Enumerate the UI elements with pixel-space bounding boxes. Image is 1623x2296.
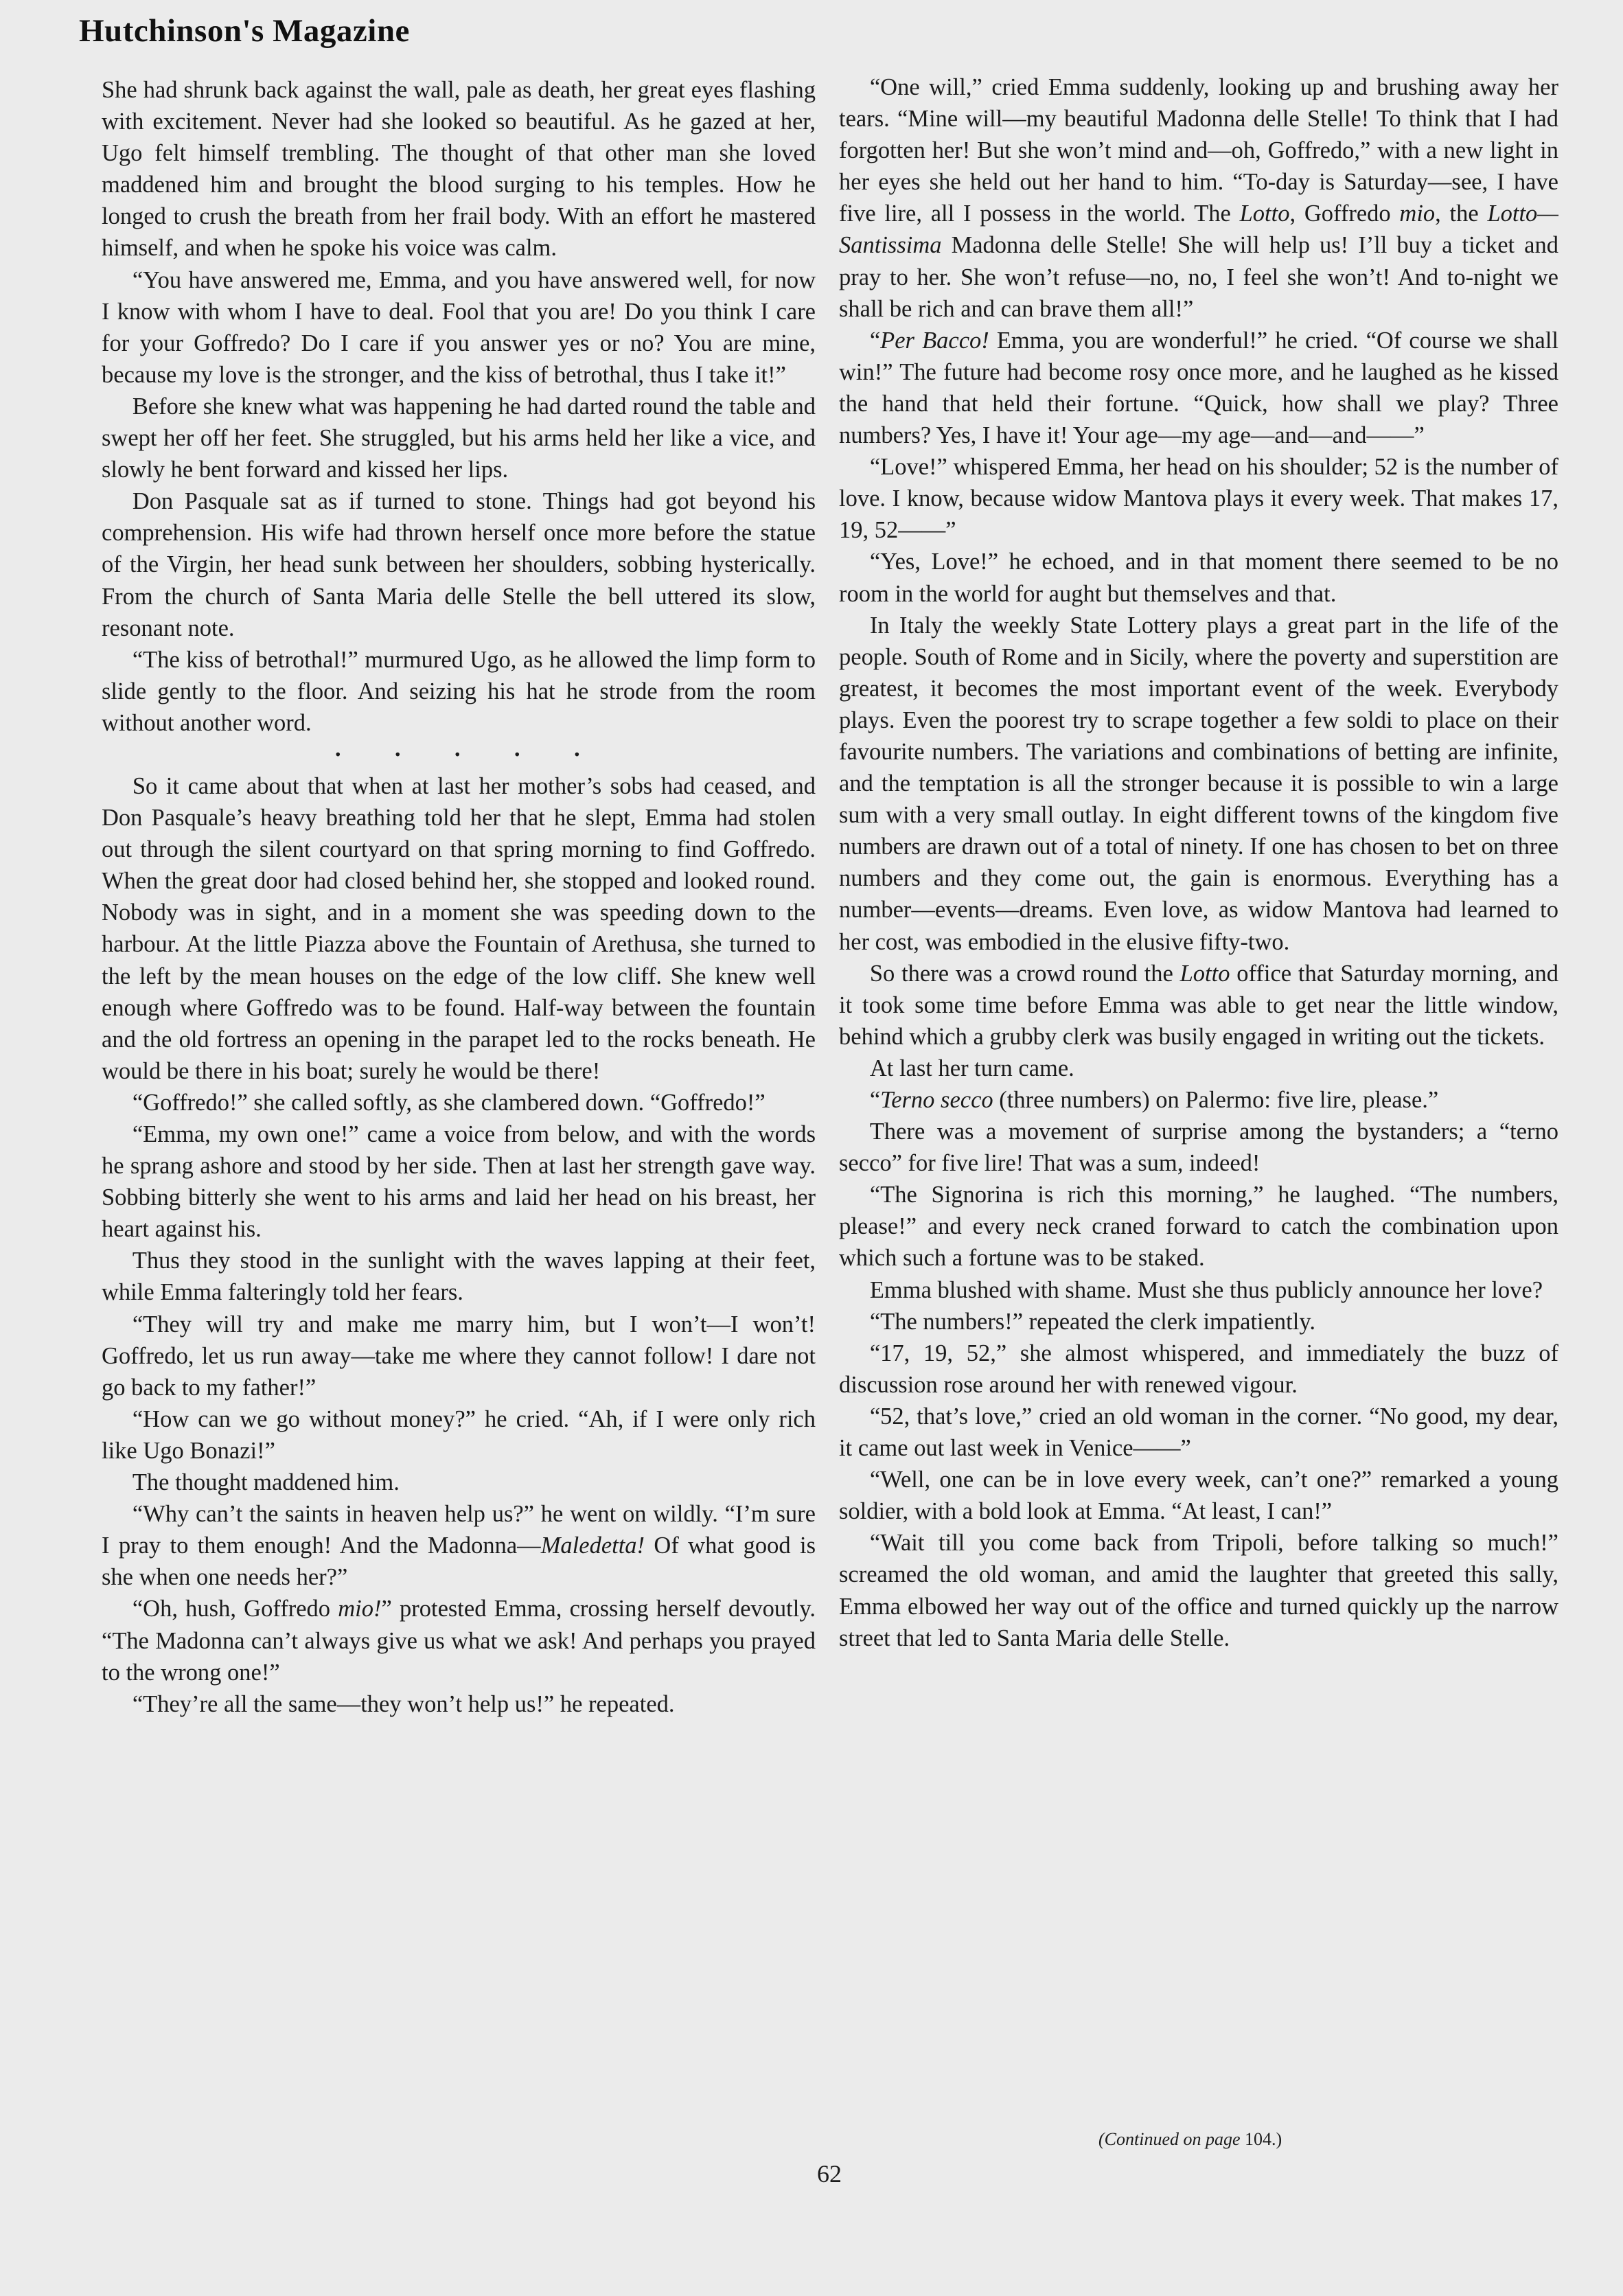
paragraph: “Well, one can be in love every week, can’t one?” remarked a young soldier, with a bold look at Emma. “At least, I can!” xyxy=(839,1467,1558,1525)
paragraph: The thought maddened him. xyxy=(132,1469,400,1496)
paragraph: So it came about that when at last her mother’s sobs had ceased, and Don Pasquale’s heavy breathing told her that he slept, Emma had stolen out through the silent courtyard on that spring morning to find Goffredo. When the great door had closed behind her, she stopped and looked round. Nobody was in sight, and in a moment she was speeding down to the harbour. At the little Piazza above the Fountain of Arethusa, she turned to the left by the mean houses on the edge of the low cliff. She knew well enough where Goffredo was to be found. Half-way between the fountain and the old fortress an opening in the parapet led to the rocks beneath. He would be there in his boat; surely he would be there! xyxy=(102,772,816,1084)
paragraph: “The Signorina is rich this morning,” he laughed. “The numbers, please!” and every neck craned forward to catch the combination upon which such a fortune was to be staked. xyxy=(839,1182,1558,1272)
section-break: · · · · · xyxy=(334,741,584,768)
paragraph: “Love!” whispered Emma, her head on his shoulder; 52 is the number of love. I know, because widow Mantova plays it every week. That makes 17, 19, 52——” xyxy=(839,454,1558,544)
continued-note: (Continued on page 104.) xyxy=(1098,2129,1282,2149)
paragraph: Emma blushed with shame. Must she thus publicly announce her love? xyxy=(869,1276,1543,1303)
right-column xyxy=(839,71,1558,1654)
paragraph: Don Pasquale sat as if turned to stone. Things had got beyond his comprehension. His wife had thrown herself once more before the statue of the Virgin, her head sunk between her shoulders, sobbing hysterically. From the church of Santa Maria delle Stelle the bell uttered its slow, resonant note. xyxy=(102,488,816,641)
paragraph: “Why can’t the saints in heaven help us?” he went on wildly. “I’m sure I pray to them enough! And the Madonna—Maledetta! Of what good is she when one needs her?” xyxy=(102,1501,816,1591)
paragraph: Before she knew what was happening he had darted round the table and swept her off her feet. She struggled, but his arms held her like a vice, and slowly he bent forward and kissed her lips. xyxy=(102,393,816,483)
paragraph: There was a movement of surprise among the bystanders; a “terno secco” for five lire! That was a sum, indeed! xyxy=(839,1118,1558,1177)
page-number: 62 xyxy=(817,2160,842,2188)
paragraph: “Per Bacco! Emma, you are wonderful!” he cried. “Of course we shall win!” The future had become rosy once more, and he laughed as he kissed the hand that held their fortune. “Quick, how shall we play? Three numbers? Yes, I have it! Your age—my age—and—and——” xyxy=(839,327,1558,449)
paragraph: “The numbers!” repeated the clerk impatiently. xyxy=(869,1308,1315,1335)
paragraph: “Terno secco (three numbers) on Palermo: five lire, please.” xyxy=(869,1087,1439,1113)
paragraph: “52, that’s love,” cried an old woman in the corner. “No good, my dear, it came out last week in Venice——” xyxy=(839,1403,1558,1462)
paragraph: “You have answered me, Emma, and you have answered well, for now I know with whom I have to deal. Fool that you are! Do you think I care for your Goffredo? Do I care if you answer yes or no? You are mine, because my love is the stronger, and the kiss of betrothal, thus I take it!” xyxy=(102,266,816,388)
paragraph: “17, 19, 52,” she almost whispered, and immediately the buzz of discussion rose around her with renewed vigour. xyxy=(839,1340,1558,1398)
paragraph: “Goffredo!” she called softly, as she clambered down. “Goffredo!” xyxy=(132,1089,766,1116)
left-column xyxy=(102,74,816,1720)
paragraph: “They will try and make me marry him, but I won’t—I won’t! Goffredo, let us run away—take me where they cannot follow! I dare not go back to my father!” xyxy=(102,1311,816,1401)
paragraph: “The kiss of betrothal!” murmured Ugo, as he allowed the limp form to slide gently to the floor. And seizing his hat he strode from the room without another word. xyxy=(102,646,816,736)
magazine-title: Hutchinson's Magazine xyxy=(79,13,410,49)
paragraph: In Italy the weekly State Lottery plays a great part in the life of the people. South of Rome and in Sicily, where the poverty and superstition are greatest, it becomes the most important event of the week. Everybody plays. Even the poorest try to scrape together a few soldi to place on their favourite numbers. The variations and combinations of betting are infinite, and the temptation is all the stronger because it is possible to win a large sum with a very small outlay. In eight different towns of the kingdom five numbers are drawn out of a total of ninety. If one has chosen to bet on three numbers and they come out, the gain is enormous. Everything has a number—events—dreams. Even love, as widow Mantova had learned to her cost, was embodied in the elusive fifty-two. xyxy=(839,612,1558,955)
paragraph: “How can we go without money?” he cried. “Ah, if I were only rich like Ugo Bonazi!” xyxy=(102,1405,816,1464)
paragraph: “Yes, Love!” he echoed, and in that moment there seemed to be no room in the world for aught but themselves and that. xyxy=(839,549,1558,607)
paragraph: Thus they stood in the sunlight with the waves lapping at their feet, while Emma falteringly told her fears. xyxy=(102,1248,816,1306)
paragraph: “They’re all the same—they won’t help us!” he repeated. xyxy=(132,1690,675,1717)
paragraph: “Wait till you come back from Tripoli, before talking so much!” screamed the old woman, and amid the laughter that greeted this sally, Emma elbowed her way out of the office and turned quickly up the narrow street that led to Santa Maria delle Stelle. xyxy=(839,1530,1558,1651)
paragraph: “One will,” cried Emma suddenly, looking up and brushing away her tears. “Mine will—my beautiful Madonna delle Stelle! To think that I had forgotten her! But she won’t mind and—oh, Goffredo,” with a new light in her eyes she held out her hand to him. “To-day is Saturday—see, I have five lire, all I possess in the world. The Lotto, Goffredo mio, the Lotto—Santissima Madonna delle Stelle! She will help us! I’ll buy a ticket and pray to her. She won’t refuse—no, no, I feel she won’t! And to-night we shall be rich and can brave them all!” xyxy=(839,74,1558,322)
paragraph: She had shrunk back against the wall, pale as death, her great eyes flashing with excitement. Never had she looked so beautiful. As he gazed at her, Ugo felt himself trembling. The thought of that other man she loved maddened him and brought the blood surging to his temples. How he longed to crush the breath from her frail body. With an effort he mastered himself, and when he spoke his voice was calm. xyxy=(102,77,816,262)
paragraph: So there was a crowd round the Lotto office that Saturday morning, and it took some time before Emma was able to get near the little window, behind which a grubby clerk was busily engaged in writing out the tickets. xyxy=(839,960,1558,1050)
paragraph: “Emma, my own one!” came a voice from below, and with the words he sprang ashore and stood by her side. Then at last her strength gave way. Sobbing bitterly she went to his arms and laid her head on his breast, her heart against his. xyxy=(102,1121,816,1243)
paragraph: “Oh, hush, Goffredo mio!” protested Emma, crossing herself devoutly. “The Madonna can’t always give us what we ask! And perhaps you prayed to the wrong one!” xyxy=(102,1596,816,1686)
paragraph: At last her turn came. xyxy=(869,1055,1074,1081)
